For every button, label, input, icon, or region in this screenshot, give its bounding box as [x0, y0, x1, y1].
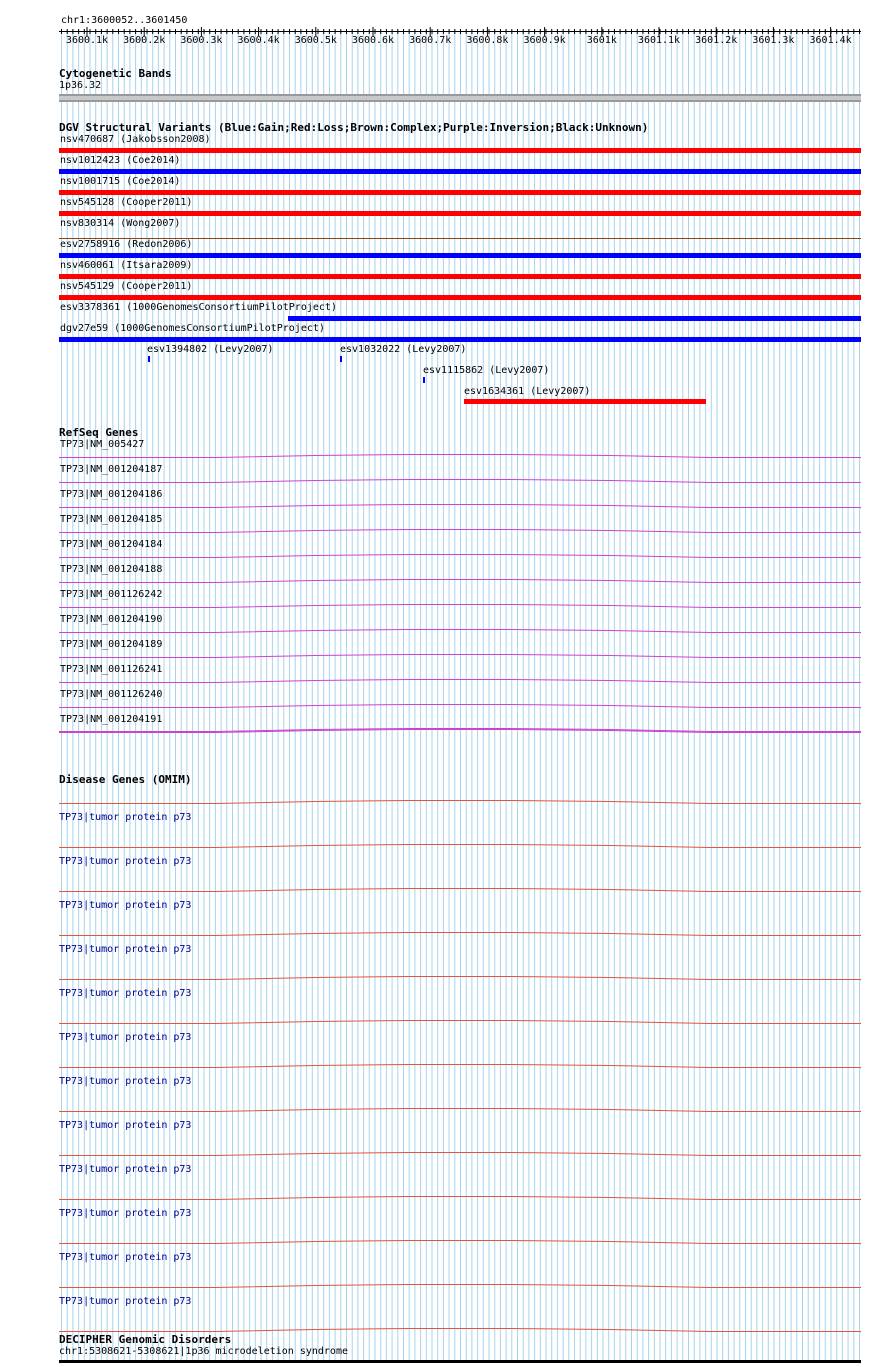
cytobands-track-title: Cytogenetic Bands	[59, 67, 172, 80]
omim-gene-link[interactable]: TP73|tumor protein p73	[59, 856, 192, 867]
dgv-variant-label[interactable]: esv3378361 (1000GenomesConsortiumPilotProject)	[60, 302, 337, 313]
dgv-variant-bar	[464, 399, 706, 404]
ruler-tick-label: 3600.2k	[123, 35, 166, 46]
dgv-variant-bar	[59, 211, 861, 216]
ruler-tick-label: 3601k	[586, 35, 617, 46]
dgv-variant-label[interactable]: nsv1012423 (Coe2014)	[60, 155, 181, 166]
dgv-variant-bar	[59, 295, 861, 300]
dgv-variant-bar	[288, 316, 861, 321]
dgv-track-title: DGV Structural Variants (Blue:Gain;Red:Loss;Brown:Complex;Purple:Inversion;Black:Unknown)	[59, 121, 649, 134]
refseq-gene-label[interactable]: TP73|NM_001204188	[60, 564, 163, 575]
omim-gene-link[interactable]: TP73|tumor protein p73	[59, 1208, 192, 1219]
refseq-gene-label[interactable]: TP73|NM_001204190	[60, 614, 163, 625]
dgv-variant-bar	[148, 356, 150, 362]
omim-gene-link[interactable]: TP73|tumor protein p73	[59, 988, 192, 999]
ruler-tick-label: 3601.4k	[809, 35, 852, 46]
omim-gene-link[interactable]: TP73|tumor protein p73	[59, 1164, 192, 1175]
dgv-variant-label[interactable]: esv1032022 (Levy2007)	[340, 344, 467, 355]
dgv-variant-bar	[423, 377, 425, 383]
dgv-variant-bar	[59, 148, 861, 153]
refseq-gene-label[interactable]: TP73|NM_001126241	[60, 664, 163, 675]
omim-gene-link[interactable]: TP73|tumor protein p73	[59, 1296, 192, 1307]
dgv-variant-bar	[59, 337, 861, 342]
dgv-variant-label[interactable]: dgv27e59 (1000GenomesConsortiumPilotProject)	[60, 323, 325, 334]
refseq-gene-label[interactable]: TP73|NM_001204187	[60, 464, 163, 475]
ruler-tick-label: 3600.8k	[466, 35, 509, 46]
refseq-gene-label[interactable]: TP73|NM_001126242	[60, 589, 163, 600]
omim-gene-link[interactable]: TP73|tumor protein p73	[59, 812, 192, 823]
dgv-variant-bar	[59, 253, 861, 258]
omim-gene-link[interactable]: TP73|tumor protein p73	[59, 1032, 192, 1043]
ruler-tick-label: 3601.3k	[752, 35, 795, 46]
omim-gene-link[interactable]: TP73|tumor protein p73	[59, 1120, 192, 1131]
omim-gene-link[interactable]: TP73|tumor protein p73	[59, 900, 192, 911]
dgv-variant-bar	[59, 190, 861, 195]
ruler-tick-label: 3600.1k	[65, 35, 109, 46]
refseq-gene-label[interactable]: TP73|NM_001126240	[60, 689, 163, 700]
ruler-tick-label: 3600.7k	[409, 35, 452, 46]
dgv-variant-bar	[59, 169, 861, 174]
dgv-variant-label[interactable]: nsv545129 (Cooper2011)	[60, 281, 193, 292]
omim-track-title: Disease Genes (OMIM)	[59, 773, 192, 786]
refseq-gene-label[interactable]: TP73|NM_001204184	[60, 539, 163, 550]
dgv-variant-label[interactable]: nsv1001715 (Coe2014)	[60, 176, 181, 187]
ruler-tick-label: 3601.2k	[695, 35, 738, 46]
refseq-track-title: RefSeq Genes	[59, 426, 139, 439]
omim-gene-link[interactable]: TP73|tumor protein p73	[59, 1252, 192, 1263]
cytoband-label[interactable]: 1p36.32	[59, 80, 102, 91]
omim-gene-link[interactable]: TP73|tumor protein p73	[59, 944, 192, 955]
dgv-variant-bar	[340, 356, 342, 362]
dgv-variant-label[interactable]: esv1394802 (Levy2007)	[147, 344, 274, 355]
refseq-gene-label[interactable]: TP73|NM_001204186	[60, 489, 163, 500]
refseq-gene-label[interactable]: TP73|NM_001204185	[60, 514, 163, 525]
decipher-entry-label[interactable]: chr1:5308621-5308621|1p36 microdeletion syndrome	[59, 1346, 348, 1357]
ruler-tick-label: 3601.1k	[637, 35, 681, 46]
ruler-tick-label: 3600.3k	[180, 35, 223, 46]
refseq-gene-label[interactable]: TP73|NM_005427	[60, 439, 145, 450]
dgv-variant-label[interactable]: esv2758916 (Redon2006)	[60, 239, 193, 250]
ruler-tick-label: 3600.6k	[351, 35, 395, 46]
dgv-variant-bar	[59, 274, 861, 279]
grid-lines	[62, 30, 860, 1360]
decipher-track-title: DECIPHER Genomic Disorders	[59, 1333, 232, 1346]
dgv-variant-label[interactable]: esv1634361 (Levy2007)	[464, 386, 591, 397]
dgv-variant-label[interactable]: nsv460061 (Itsara2009)	[60, 260, 193, 271]
dgv-variant-label[interactable]: nsv545128 (Cooper2011)	[60, 197, 193, 208]
ruler-tick-label: 3600.4k	[237, 35, 280, 46]
refseq-gene-label[interactable]: TP73|NM_001204191	[60, 714, 163, 725]
decipher-bar	[59, 1360, 861, 1363]
cytoband-bar-inner	[59, 96, 861, 100]
refseq-gene-label[interactable]: TP73|NM_001204189	[60, 639, 163, 650]
ruler-tick-label: 3600.9k	[523, 35, 566, 46]
dgv-variant-label[interactable]: nsv830314 (Wong2007)	[60, 218, 181, 229]
dgv-variant-label[interactable]: esv1115862 (Levy2007)	[423, 365, 550, 376]
dgv-variant-label[interactable]: nsv470687 (Jakobsson2008)	[60, 134, 211, 145]
ruler-tick-label: 3600.5k	[294, 35, 337, 46]
omim-gene-link[interactable]: TP73|tumor protein p73	[59, 1076, 192, 1087]
region-label: chr1:3600052..3601450	[61, 15, 188, 26]
